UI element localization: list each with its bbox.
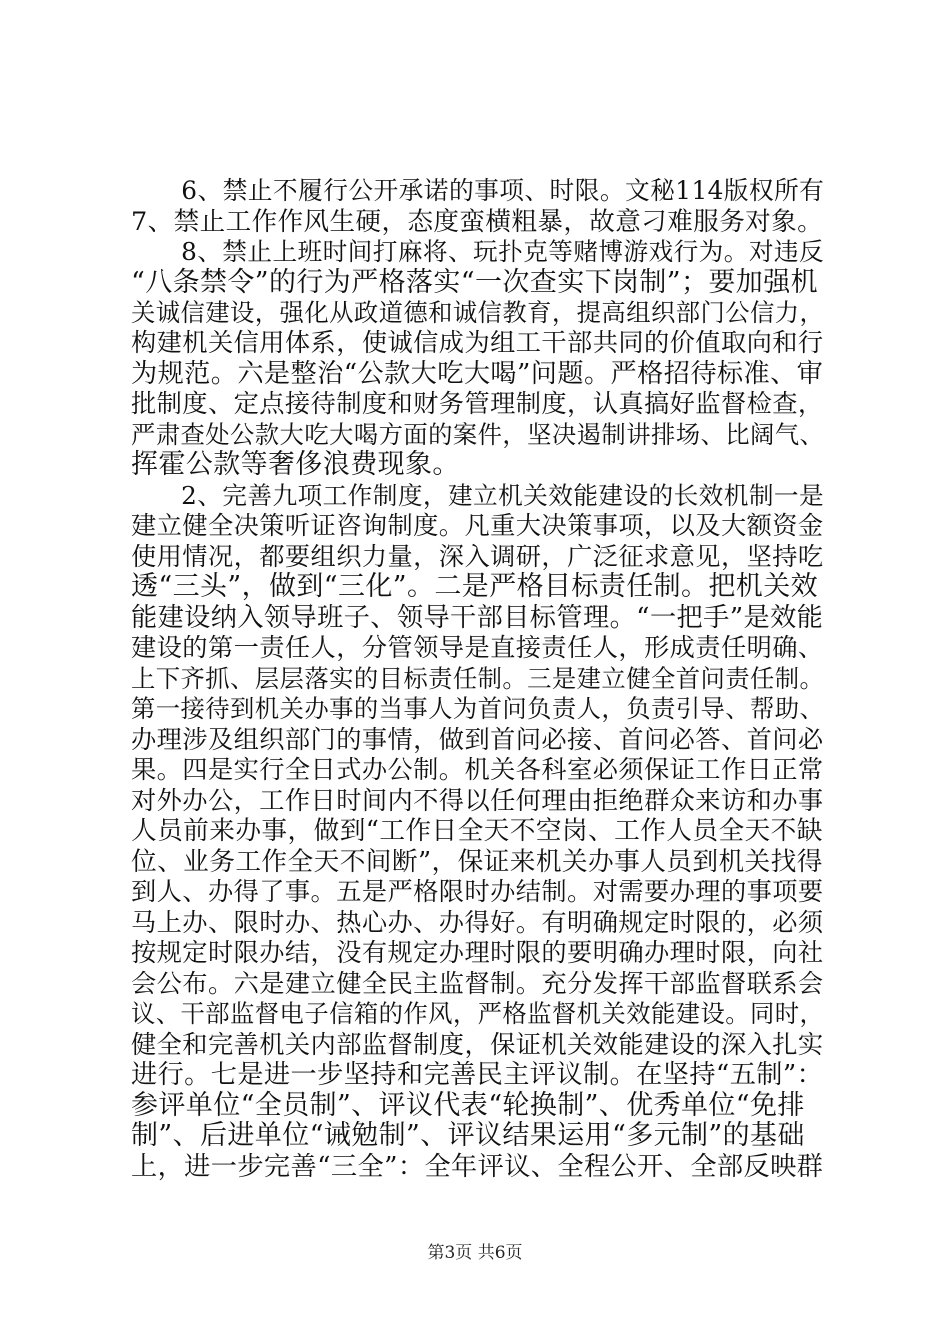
text-line: 马上办、限时办、热心办、办得好。有明确规定时限的，必须 [131, 908, 824, 937]
text-line: 建设的第一责任人，分管领导是直接责任人，形成责任明确、 [131, 633, 824, 662]
text-line: 参评单位“全员制”、评议代表“轮换制”、优秀单位“免排 [131, 1090, 805, 1121]
text-line: “八条禁令”的行为严格落实“一次查实下岗制”；要加强机 [131, 267, 819, 298]
text-line: 挥霍公款等奢侈浪费现象。 [131, 449, 460, 480]
text-line: 上下齐抓、层层落实的目标责任制。三是建立健全首问责任制。 [131, 664, 825, 693]
text-line: 8、禁止上班时间打麻将、玩扑克等赌博游戏行为。对违反 [131, 237, 825, 266]
text-line: 6、禁止不履行公开承诺的事项、时限。文秘114版权所有 [131, 176, 825, 205]
text-line: 果。四是实行全日式办公制。机关各科室必须保证工作日正常 [131, 755, 824, 784]
text-line: 透“三头”，做到“三化”。二是严格目标责任制。把机关效 [131, 571, 819, 602]
text-line: 位、业务工作全天不间断”，保证来机关办事人员到机关找得 [131, 847, 823, 877]
text-line: 使用情况，都要组织力量，深入调研，广泛征求意见，坚持吃 [131, 542, 824, 571]
text-line: 为规范。六是整治“公款大吃大喝”问题。严格招待标准、审 [131, 359, 824, 389]
text-line: 能建设纳入领导班子、领导干部目标管理。“一把手”是效能 [131, 603, 824, 633]
text-line: 对外办公，工作日时间内不得以任何理由拒绝群众来访和办事 [131, 786, 824, 815]
text-line: 严肃查处公款大吃大喝方面的案件，坚决遏制讲排场、比阔气、 [131, 420, 825, 449]
text-line: 办理涉及组织部门的事情，做到首问必接、首问必答、首问必 [131, 725, 824, 754]
text-line: 健全和完善机关内部监督制度，保证机关效能建设的深入扎实 [131, 1030, 824, 1059]
text-line: 到人、办得了事。五是严格限时办结制。对需要办理的事项要 [131, 877, 824, 906]
text-line: 批制度、定点接待制度和财务管理制度，认真搞好监督检查， [131, 389, 824, 418]
text-line: 制”、后进单位“诫勉制”、评议结果运用“多元制”的基础 [131, 1120, 805, 1151]
text-line: 7、禁止工作作风生硬，态度蛮横粗暴，故意刁难服务对象。 [131, 207, 824, 237]
page-number-footer: 第3页 共6页 [427, 1243, 523, 1263]
text-line: 人员前来办事，做到“工作日全天不空岗、工作人员全天不缺 [131, 816, 823, 846]
text-line: 进行。七是进一步坚持和完善民主评议制。在坚持“五制”： [131, 1060, 824, 1090]
text-line: 第一接待到机关办事的当事人为首问负责人，负责引导、帮助、 [131, 694, 825, 723]
text-line: 上，进一步完善“三全”：全年评议、全程公开、全部反映群 [131, 1152, 824, 1182]
text-line: 会公布。六是建立健全民主监督制。充分发挥干部监督联系会 [131, 969, 824, 998]
text-line: 关诚信建设，强化从政道德和诚信教育，提高组织部门公信力， [131, 298, 825, 327]
text-line: 建立健全决策听证咨询制度。凡重大决策事项，以及大额资金 [131, 511, 824, 540]
text-line: 构建机关信用体系，使诚信成为组工干部共同的价值取向和行 [131, 328, 824, 357]
text-line: 2、完善九项工作制度，建立机关效能建设的长效机制一是 [131, 481, 825, 510]
text-line: 按规定时限办结，没有规定办理时限的要明确办理时限，向社 [131, 938, 824, 967]
text-line: 议、干部监督电子信箱的作风，严格监督机关效能建设。同时， [131, 999, 825, 1028]
